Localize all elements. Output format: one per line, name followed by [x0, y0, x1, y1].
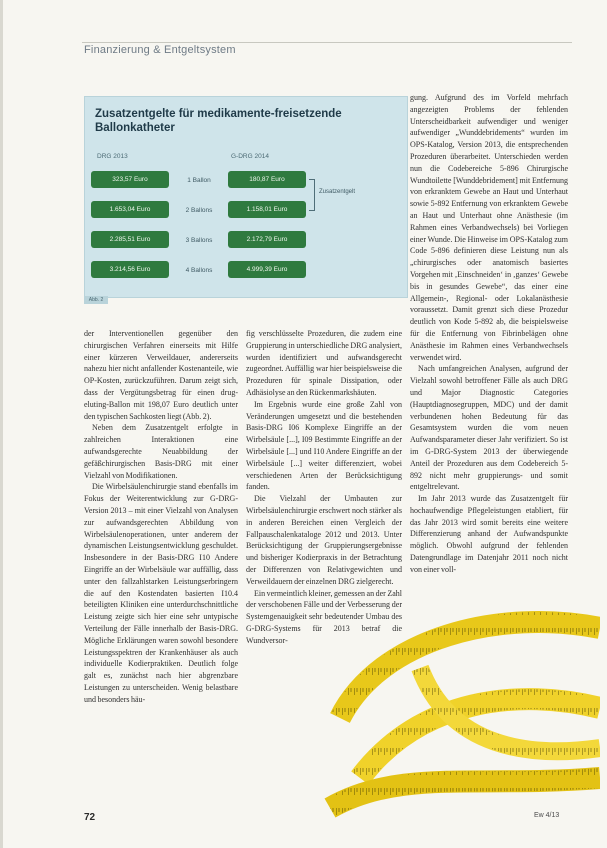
info-box — [84, 96, 408, 298]
right-value-3: 2.172,79 Euro — [228, 231, 306, 248]
count-1: 1 Ballon — [187, 177, 211, 184]
col2-paragraph-1: fig verschlüsselte Prozeduren, die zudem eine Gruppierung in unterschiedliche DRG analysiert, wurden identifiziert und aufwandsgerecht zugeordnet. Auffällig war hier beispielsweise die Prozeduren für spinale Dissipation, oder Adhäsiolyse an den Rückenmarkshäuten. — [246, 329, 402, 397]
right-value-4: 4.999,39 Euro — [228, 261, 306, 278]
col3-paragraph-3: Im Jahr 2013 wurde das Zusatzentgelt für hochaufwendige Pflegeleistungen etabliert, für das Jahr 2013 wird somit bereits eine weitere Differenzierung anhand der Aufwandspunkte möglich. Obwohl aufgrund der fehlenden Datengrundlage im Datenjahr 2011 noch nicht von einer voll- — [410, 494, 568, 574]
brace-icon — [309, 179, 315, 211]
col2-paragraph-4: Ein vermeintlich kleiner, gemessen an der Zahl der verschobenen Fälle und der Verbesserung der Systemgenauigkeit sehr bedeutender Umbau des G-DRG-Systems für 2013 betraf die Wundversor- — [246, 588, 402, 645]
col1-paragraph-1: der Interventionellen gegenüber den chirurgischen Verfahren einerseits mit Hilfe einer kürzeren Verweildauer, andererseits nahezu hier nicht anfallender Kostenanteile, wie OP-Kosten, zurückzuführen. Darum zeigt sich, dass der Vergütungsbetrag für einen drug-eluting-Ballon mit 198,07 Euro deutlich unter den typischen Sachkosten liegt (Abb. 2). — [84, 329, 238, 421]
journal-reference: Ew 4/13 — [534, 812, 560, 819]
text-column-1 — [84, 328, 238, 820]
col3-paragraph-2: Nach umfangreichen Analysen, aufgrund der Vielzahl sowohl betroffener Fälle als auch DRG und Major Diagnostic Categories (Hauptdiagnosegruppen, MDC) und der damit verbundenen hohen Bedeutung für das Gesamtsystem wurden die vom neuen Aufwandsparameter dieser Jahr verifiziert. So ist im G-DRG-System 2013 der überwiegende Anteil der Prozeduren aus dem Codebereich 5-892 nicht mehr gruppierungs- und somit entgeltrelevant. — [410, 364, 568, 492]
col2-paragraph-3: Die Vielzahl der Umbauten zur Wirbelsäulenchirurgie erschwert noch stärker als in anderen Bereichen einen Vergleich der Fallpauschalenkataloge 2012 und 2013. Unter Berücksichtigung der Gruppierungsergebnisse und bisheriger Kodierpraxis in der Betrachtung der Differenzen von Relativgewichten und Verweildauern der einzelnen DRG zielgerecht. — [246, 494, 402, 586]
col2-paragraph-2: Im Ergebnis wurde eine große Zahl von Veränderungen umgesetzt und die bestehenden Basis-DRG I06 Komplexe Eingriffe an der Wirbelsäule [...], I09 Bestimmte Eingriffe an der Wirbelsäule [...] und I10 Andere Eingriffe an der Wirbelsäule [...] weiter differenziert, wobei verschiedenen Arten der Berücksichtigung fanden. — [246, 399, 402, 492]
count-2: 2 Ballons — [185, 207, 213, 214]
left-value-1: 323,57 Euro — [91, 171, 169, 188]
left-column-header: DRG 2013 — [97, 153, 128, 160]
page-edge — [0, 0, 3, 848]
left-value-2: 1.653,04 Euro — [91, 201, 169, 218]
right-value-1: 180,87 Euro — [228, 171, 306, 188]
right-value-2: 1.158,01 Euro — [228, 201, 306, 218]
col3-paragraph-1: gung. Aufgrund des im Vorfeld mehrfach angezeigten Problems der fehlenden Unterscheidbarkeit aufwendiger und weniger aufwendiger „Wunddebridements“ wurden im OPS-Katalog, Version 2013, die entsprechenden Prozeduren überarbeitet. Unterschieden werden nun die Codebereiche 5-896 Chirurgische Wundtoilette [Wunddebridement] mit Entfernung von erkranktem Gewebe an Haut und Unterhaut sowie 5-892 Entfernung von erkranktem Gewebe an Haut und Unterhaut ohne Anästhesie (im Rahmen eines Verbandwechsels) bei Vorliegen einer Wunde. Die Hinweise im OPS-Katalog zum Code 5-896 definieren diese Leistung nun als „chirurgisches oder anatomisch basiertes Vorgehen mit ‚Einschneiden‘ in ‚ganzes‘ Gewebe bis in gesundes Gewebe“, das einer eine Allgemein-, Regional- oder Lokalanästhesie voraussetzt. Damit grenzt sich diese Prozedur deutlich von Kode 5-892 ab, die beispielsweise für die Entfernung von Fibrinbelägen ohne Anästhesie im Rahmen eines Verbandwechsels verwendet wird. — [410, 93, 568, 362]
info-box-title: Zusatzentgelte für medikamente-freisetzende Ballonkatheter — [95, 108, 342, 134]
measuring-tape-image — [300, 548, 600, 838]
right-column-header: G-DRG 2014 — [231, 153, 269, 160]
figure-tag: Abb. 2 — [84, 296, 108, 304]
section-header: Finanzierung & Entgeltsystem — [84, 44, 236, 56]
col1-paragraph-3: Die Wirbelsäulenchirurgie stand ebenfalls im Fokus der Weiterentwicklung zur G-DRG-Version 2013 – mit einer Vielzahl von Analysen zur aufwandsgerechten Abbildung von Wirbelsäulenoperationen, unter anderem der dynamischen Leistungsentwicklung geschuldet. Insbesondere in der Basis-DRG I10 Andere Eingriffe an der Wirbelsäule war auffällig, dass unter den fallzahlstarken Leistungserbringern die auf den Kostendaten basierten I10.4 beteiligten Kliniken eine unterdurchschnittliche Leistung zeigte sich hier eine sehr untypische Verteilung der Fälle innerhalb der Basis-DRG. Mögliche Erklärungen waren sowohl besondere Leistungsspektren der Krankenhäuser als auch individuelle Kodierpraktiken. Deutlich folge galt es, zunächst nach hier abgrenzbare Leistungen zu unterscheiden. Wenig belastbare und besonders häu- — [84, 482, 238, 704]
count-3: 3 Ballons — [185, 237, 213, 244]
header-rule — [82, 42, 572, 43]
left-value-4: 3.214,56 Euro — [91, 261, 169, 278]
brace-label: Zusatzentgelt — [319, 189, 356, 195]
col1-paragraph-2: Neben dem Zusatzentgelt erfolgte in zahlreichen Interaktionen eine aufwandsgerechte Neuabbildung der gefäßchirurgischen Basis-DRG mit einer Vielzahl von Modifikationen. — [84, 423, 238, 480]
count-4: 4 Ballons — [185, 267, 213, 274]
left-value-3: 2.285,51 Euro — [91, 231, 169, 248]
page-number: 72 — [84, 812, 96, 823]
